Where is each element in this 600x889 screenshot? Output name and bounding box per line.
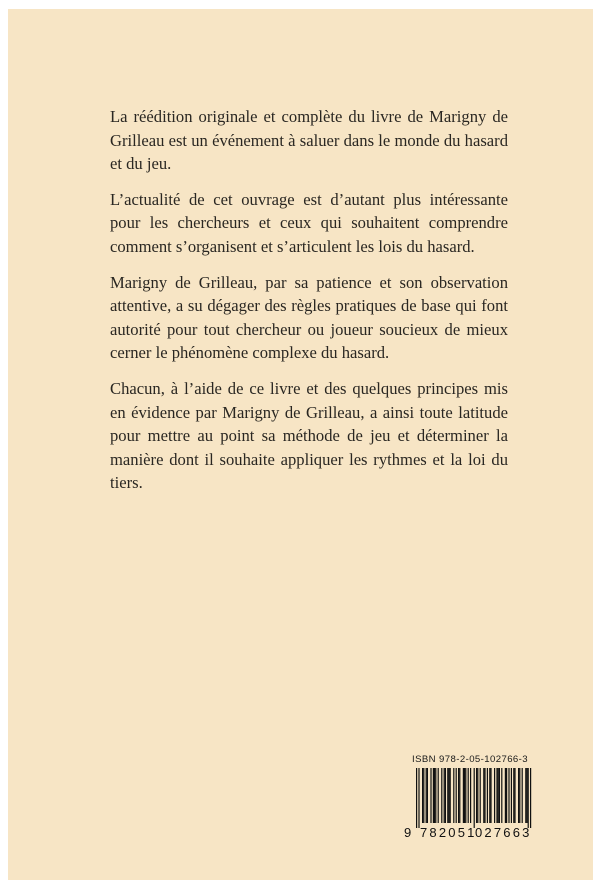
barcode-bar: [530, 768, 531, 828]
barcode-bar: [427, 768, 428, 823]
barcode-bar: [445, 768, 446, 823]
barcode-bar: [511, 768, 512, 823]
barcode-bar: [433, 768, 434, 823]
barcode-bar: [506, 768, 507, 823]
barcode-bar: [426, 768, 427, 823]
barcode-bar: [450, 768, 451, 823]
blurb-text: [110, 105, 508, 507]
barcode-bar: [528, 768, 529, 828]
barcode-bar: [468, 768, 469, 823]
barcode-bar: [434, 768, 435, 823]
barcode-bar: [477, 768, 478, 823]
back-cover: [8, 9, 593, 880]
blurb-paragraph-1: La réédition originale et complète du livre de Marigny de Grilleau est un événement à saluer dans le monde du hasard et du jeu.: [110, 107, 508, 174]
barcode-bar: [465, 768, 466, 823]
barcode-bar: [483, 768, 484, 823]
barcode-bar: [505, 768, 506, 823]
barcode-bar: [418, 768, 419, 828]
blurb-paragraph-3: Marigny de Grilleau, par sa patience et son observation attentive, a su dégager des règles pratiques de base qui font autorité pour tout chercheur ou joueur soucieux de mieux cerner le phénomène complexe du hasard.: [110, 272, 508, 363]
isbn-label: ISBN 978-2-05-102766-3: [412, 754, 528, 765]
barcode-bar: [522, 768, 523, 823]
barcode-bar: [498, 768, 499, 823]
barcode-bar: [416, 768, 417, 828]
barcode-bar: [496, 768, 497, 823]
barcode-bar: [474, 768, 475, 828]
barcode-bar: [438, 768, 439, 823]
barcode-digit-lead: 9: [404, 825, 412, 840]
barcode-bar: [470, 768, 471, 823]
barcode-bar: [441, 768, 442, 823]
barcode-bar: [453, 768, 454, 823]
barcode-bar: [514, 768, 515, 823]
barcode-bar: [447, 768, 448, 823]
barcode-bar: [519, 768, 520, 823]
barcode-bar: [464, 768, 465, 823]
blurb-paragraph-4: Chacun, à l’aide de ce livre et des quelques principes mis en évidence par Marigny de Grilleau, a ainsi toute latitude pour mettre au point sa méthode de jeu et déterminer la manière dont il souhaite appliquer les rythmes et la loi du tiers.: [110, 378, 508, 493]
barcode-bar: [487, 768, 488, 823]
barcode-bar: [458, 768, 459, 823]
barcode-bar: [456, 768, 457, 823]
barcode-bar: [501, 768, 502, 823]
barcode-bar: [508, 768, 509, 823]
barcode-digits-right: 027663: [475, 825, 532, 840]
isbn-barcode: [404, 754, 538, 842]
barcode-bar: [490, 768, 491, 823]
barcode-bar: [525, 768, 526, 823]
blurb-paragraph-2: L’actualité de cet ouvrage est d’autant plus intéressante pour les chercheurs et ceux qui souhaitent comprendre comment s’organisent et s’articulent les lois du hasard.: [110, 189, 508, 256]
barcode-bar: [480, 768, 481, 823]
barcode-bar: [422, 768, 423, 823]
barcode-bar: [499, 768, 500, 823]
barcode-bar: [430, 768, 431, 823]
barcode-bar: [459, 768, 460, 823]
barcode-bar: [423, 768, 424, 823]
barcode-bar: [513, 768, 514, 823]
barcode-bar: [444, 768, 445, 823]
barcode-bar: [484, 768, 485, 823]
barcode-digits-left: 782051: [420, 825, 477, 840]
barcode-bar: [476, 768, 477, 823]
barcode-bar: [435, 768, 436, 823]
barcode-bar: [489, 768, 490, 823]
barcode-bar: [518, 768, 519, 823]
barcode-bars: [404, 768, 538, 830]
barcode-bar: [494, 768, 495, 823]
barcode-bar: [463, 768, 464, 823]
barcode-bar: [526, 768, 527, 823]
barcode-bar: [448, 768, 449, 823]
